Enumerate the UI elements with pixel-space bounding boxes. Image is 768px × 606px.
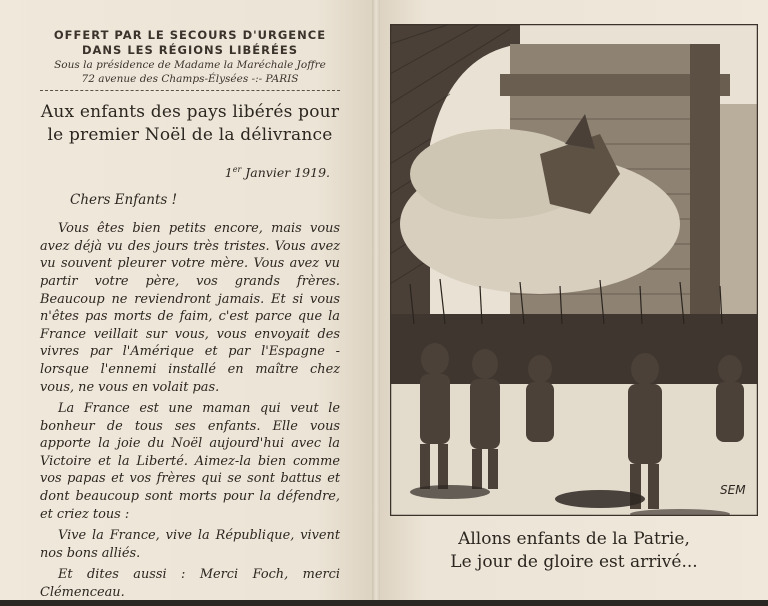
caption-line-1: Allons enfants de la Patrie, — [458, 529, 690, 549]
distant-buildings — [720, 104, 758, 334]
letter-date — [40, 165, 340, 180]
organization-name: OFFERT PAR LE SECOURS D'URGENCE — [53, 28, 327, 42]
letter-title — [40, 101, 340, 147]
ground-shadow — [410, 485, 490, 499]
center-fold — [372, 0, 380, 600]
title-line-2: le premier Noël de la délivrance — [47, 125, 333, 145]
salutation: Chers Enfants ! — [70, 192, 178, 209]
ground-shadow — [555, 490, 645, 508]
artist-signature: SEM — [720, 483, 746, 497]
date-ordinal: er — [232, 165, 242, 174]
date-rest: Janvier 1919. — [241, 165, 330, 181]
left-page-content — [40, 28, 340, 606]
header-divider — [40, 90, 340, 91]
pillar-side — [690, 44, 720, 334]
body-paragraph: La France est une maman qui veut le bonheur de tous ses enfants. Elle vous apporte la joie du Noël aujourd'hui avec la Victoire et la Liberté. Aimez-la bien comme vos papas et vos frères qui se sont battus et dont beaucoup sont morts pour la défendre, et criez tous : — [40, 401, 340, 522]
caption-line-2: Le jour de gloire est arrivé... — [450, 552, 698, 572]
date-day: 1 — [224, 165, 233, 181]
body-paragraph: Vive la France, vive la République, vivent nos bons alliés. — [40, 528, 340, 561]
organization-region: DANS LES RÉGIONS LIBÉRÉES — [81, 43, 299, 57]
arc-de-triomphe-illustration — [390, 24, 758, 516]
left-page — [0, 0, 372, 600]
body-paragraph: Vous êtes bien petits encore, mais vous avez déjà vu des jours très tristes. Vous avez vu souvent pleurer votre mère. Vous avez vu partir votre père, vos grands frères. Beaucoup ne reviendront jamais. Et si vous n'êtes pas morts de faim, c'est parce que la France veillait sur vous, vous envoyait des vivres par l'Amérique et par l'Espagne - lorsque l'ennemi installé en maître chez vous, ne vous en volait pas. — [40, 221, 340, 395]
body-paragraph: Et dites aussi : Merci Foch, merci Clémenceau. — [40, 567, 340, 601]
letter-body — [40, 220, 340, 601]
title-line-1: Aux enfants des pays libérés pour — [40, 102, 340, 122]
organization-patron: Sous la présidence de Madame la Maréchale Joffre — [54, 59, 326, 71]
organization-address: 72 avenue des Champs-Élysées -:- PARIS — [81, 73, 299, 85]
